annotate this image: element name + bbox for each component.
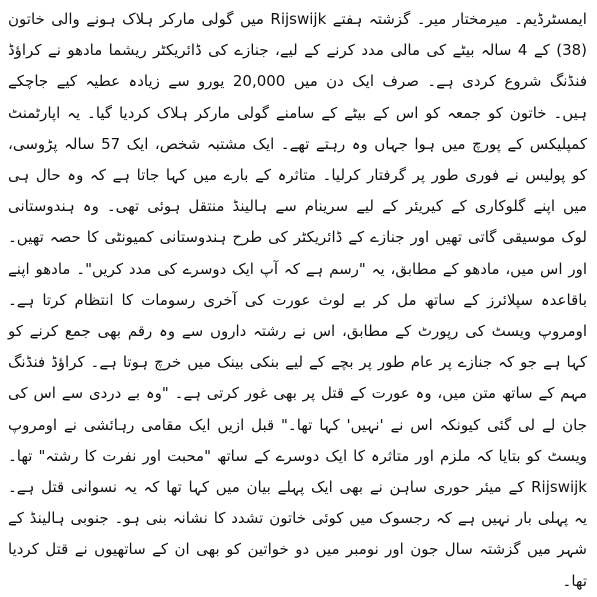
article-body-text: ایمسٹرڈیم۔ میرمختار میر۔ گزشتہ ہفتے Rijswijk میں گولی مارکر ہلاک ہونے والی خاتون (38) کے 4 سالہ بیٹے کی مالی مدد کرنے کے لیے، جنازے کی ڈائریکٹر ریشما مادھو نے کراؤڈ فنڈنگ شروع کردی ہے۔ صرف ایک دن میں 20,000 یورو سے زیادہ عطیہ کیے جاچکے ہیں۔ خاتون کو جمعہ کو اس کے بیٹے کے سامنے گولی مارکر ہلاک کردیا گیا۔ یہ اپارٹمنٹ کمپلیکس کے پورچ میں ہوا جہاں وہ رہتے تھے۔ ایک مشتبہ شخص، ایک 57 سالہ پڑوسی، کو پولیس نے فوری طور پر گرفتار کرلیا۔ متاثرہ کے بارے میں کہا جاتا ہے کہ وہ حال ہی میں اپنے گلوکاری کے کیریئر کے لیے سرینام سے ہالینڈ منتقل ہوئی تھی۔ وہ ہندوستانی لوک موسیقی گاتی تھیں اور جنازے کے ڈائریکٹر کی طرح ہندوستانی کمیونٹی کا حصہ تھیں۔ اور اس میں، مادھو کے مطابق، یہ "رسم ہے کہ آپ ایک دوسرے کی مدد کریں"۔ مادھو اپنے باقاعدہ سپلائرز کے ساتھ مل کر بے لوث عورت کی آخری رسومات کا انتظام کرتا ہے۔ اومروپ ویسٹ کی رپورٹ کے مطابق، اس نے رشتہ داروں سے وہ رقم بھی جمع کرنے کو کہا ہے جو کہ جنازے پر عام طور پر بچے کے لیے بنکی بینک میں خرچ ہوتا ہے۔ کراؤڈ فنڈنگ مہم کے ساتھ متن میں، وہ عورت کے قتل پر بھی غور کرتی ہے۔ "وہ بے دردی سے اس کی جان لے لی گئی کیونکہ اس نے 'نہیں' کہا تھا۔" قبل ازیں ایک مقامی رہائشی نے اومروپ ویسٹ کو بتایا کہ ملزم اور متاثرہ کا ایک دوسرے کے ساتھ "محبت اور نفرت کا رشتہ" تھا۔ Rijswijk کے میئر حوری ساہن نے بھی ایک پہلے بیان میں کہا تھا کہ یہ نسوانی قتل ہے۔ یہ پہلی بار نہیں ہے کہ رجسوک میں کوئی خاتون تشدد کا نشانہ بنی ہو۔ جنوبی ہالینڈ کے شہر میں گزشتہ سال جون اور نومبر میں دو خواتین کو بھی ان کے ساتھیوں نے قتل کردیا تھا۔ [8, 10, 588, 590]
